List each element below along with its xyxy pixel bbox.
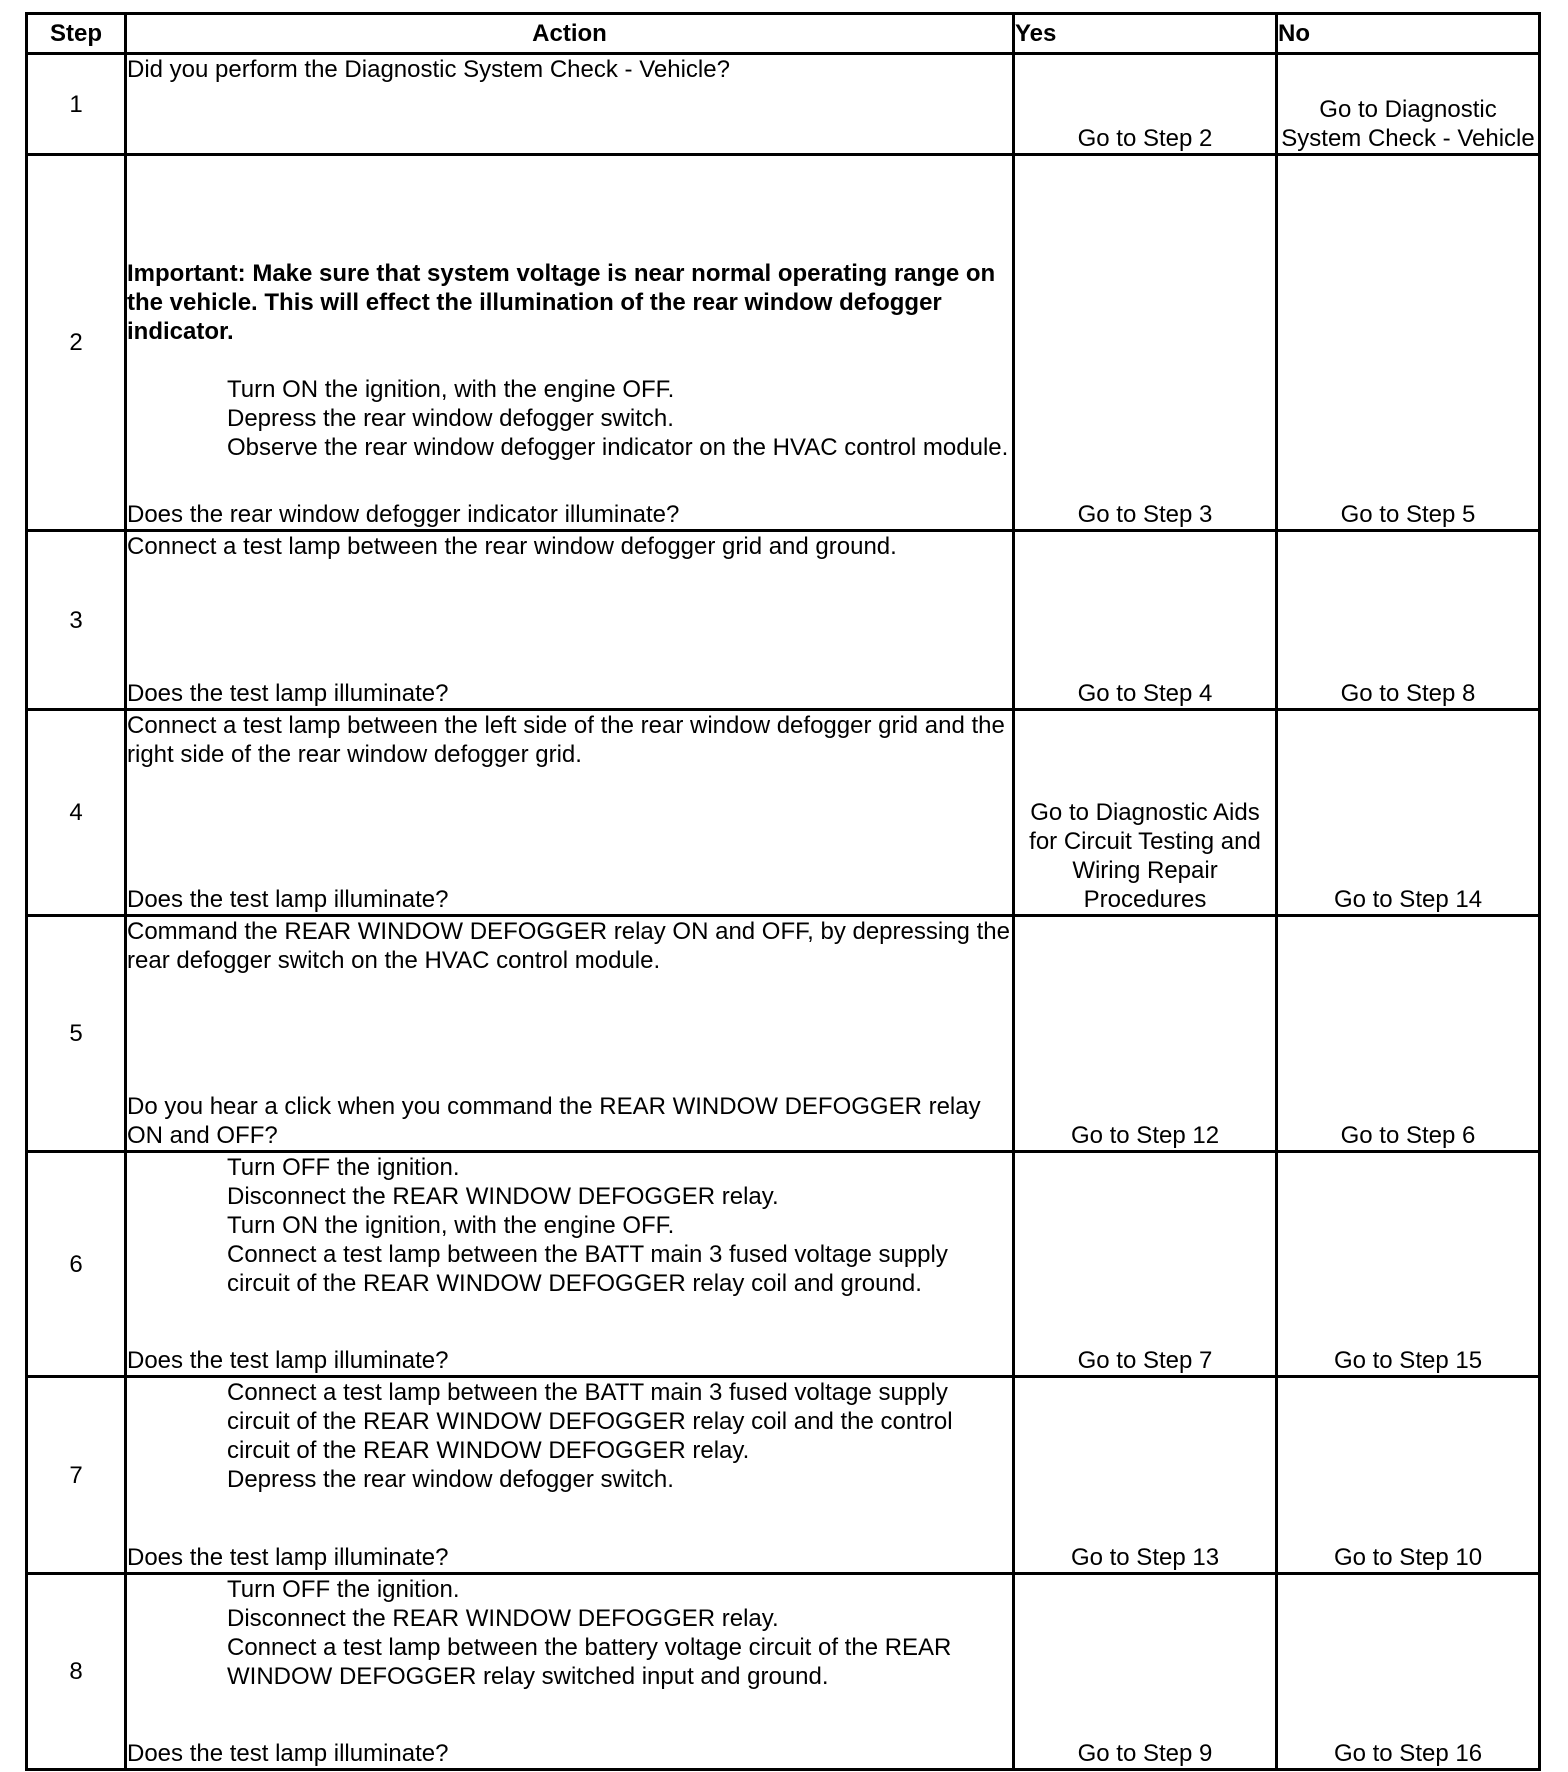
action-step: Turn OFF the ignition. bbox=[227, 1576, 460, 1603]
action-text: Connect a test lamp between the left side of the rear window defogger grid and the right side of the rear window defogger grid. bbox=[127, 712, 1005, 768]
action-step: Turn OFF the ignition. bbox=[227, 1154, 460, 1181]
yes-result: Go to Step 2 bbox=[1014, 54, 1277, 155]
action-step: Disconnect the REAR WINDOW DEFOGGER relay. bbox=[227, 1605, 779, 1632]
yes-result: Go to Step 13 bbox=[1014, 1377, 1277, 1574]
table-row bbox=[27, 54, 1540, 155]
action-step: Connect a test lamp between the battery voltage circuit of the REAR WINDOW DEFOGGER relay switched input and ground. bbox=[227, 1634, 952, 1690]
header-row bbox=[27, 14, 1540, 54]
no-result: Go to Step 15 bbox=[1277, 1152, 1540, 1377]
table-row bbox=[27, 916, 1540, 1152]
diagnostic-table bbox=[25, 12, 1541, 1771]
header-no: No bbox=[1277, 14, 1540, 54]
no-result: Go to Step 8 bbox=[1277, 531, 1540, 710]
action-cell bbox=[126, 1574, 1014, 1770]
yes-result: Go to Step 7 bbox=[1014, 1152, 1277, 1377]
action-text: Command the REAR WINDOW DEFOGGER relay ON and OFF, by depressing the rear defogger switch on the HVAC control module. bbox=[127, 918, 1010, 974]
yes-result: Go to Step 9 bbox=[1014, 1574, 1277, 1770]
step-number: 2 bbox=[27, 155, 126, 531]
action-question: Does the test lamp illuminate? bbox=[127, 1740, 449, 1767]
table-row bbox=[27, 1377, 1540, 1574]
no-result: Go to Step 14 bbox=[1277, 710, 1540, 916]
action-cell bbox=[126, 531, 1014, 710]
action-question: Does the test lamp illuminate? bbox=[127, 1347, 449, 1374]
table-row bbox=[27, 531, 1540, 710]
action-question: Does the rear window defogger indicator illuminate? bbox=[127, 501, 680, 528]
yes-result: Go to Diagnostic Aids for Circuit Testing and Wiring Repair Procedures bbox=[1014, 710, 1277, 916]
action-cell bbox=[126, 1152, 1014, 1377]
no-result: Go to Diagnostic System Check - Vehicle bbox=[1277, 54, 1540, 155]
action-step: Depress the rear window defogger switch. bbox=[227, 405, 674, 432]
table-row bbox=[27, 710, 1540, 916]
action-step: Disconnect the REAR WINDOW DEFOGGER relay. bbox=[227, 1183, 779, 1210]
important-note: Important: Make sure that system voltage is near normal operating range on the vehicle. This will effect the illumination of the rear window defogger indicator. bbox=[127, 260, 996, 345]
action-cell bbox=[126, 155, 1014, 531]
action-step: Turn ON the ignition, with the engine OFF. bbox=[227, 1212, 675, 1239]
step-number: 8 bbox=[27, 1574, 126, 1770]
header-yes: Yes bbox=[1014, 14, 1277, 54]
action-cell bbox=[126, 916, 1014, 1152]
header-action: Action bbox=[126, 14, 1014, 54]
action-question: Do you hear a click when you command the REAR WINDOW DEFOGGER relay ON and OFF? bbox=[127, 1093, 981, 1149]
yes-result: Go to Step 3 bbox=[1014, 155, 1277, 531]
action-step: Turn ON the ignition, with the engine OFF. bbox=[227, 376, 675, 403]
table-row bbox=[27, 155, 1540, 531]
no-result: Go to Step 16 bbox=[1277, 1574, 1540, 1770]
step-number: 1 bbox=[27, 54, 126, 155]
step-number: 4 bbox=[27, 710, 126, 916]
no-result: Go to Step 6 bbox=[1277, 916, 1540, 1152]
step-number: 6 bbox=[27, 1152, 126, 1377]
step-number: 3 bbox=[27, 531, 126, 710]
no-result: Go to Step 5 bbox=[1277, 155, 1540, 531]
action-step: Depress the rear window defogger switch. bbox=[227, 1466, 674, 1493]
action-question: Does the test lamp illuminate? bbox=[127, 1544, 449, 1571]
table-row bbox=[27, 1574, 1540, 1770]
action-cell bbox=[126, 710, 1014, 916]
yes-result: Go to Step 12 bbox=[1014, 916, 1277, 1152]
action-step: Connect a test lamp between the BATT main 3 fused voltage supply circuit of the REAR WINDOW DEFOGGER relay coil and ground. bbox=[227, 1241, 948, 1297]
yes-result: Go to Step 4 bbox=[1014, 531, 1277, 710]
step-number: 5 bbox=[27, 916, 126, 1152]
no-result: Go to Step 10 bbox=[1277, 1377, 1540, 1574]
action-step: Connect a test lamp between the BATT main 3 fused voltage supply circuit of the REAR WINDOW DEFOGGER relay coil and the control circuit of the REAR WINDOW DEFOGGER relay. bbox=[227, 1379, 953, 1464]
step-number: 7 bbox=[27, 1377, 126, 1574]
action-text: Connect a test lamp between the rear window defogger grid and ground. bbox=[127, 533, 897, 560]
action-question: Does the test lamp illuminate? bbox=[127, 680, 449, 707]
header-step: Step bbox=[27, 14, 126, 54]
action-cell bbox=[126, 1377, 1014, 1574]
action-question: Does the test lamp illuminate? bbox=[127, 886, 449, 913]
action-step: Observe the rear window defogger indicator on the HVAC control module. bbox=[227, 434, 1009, 461]
action-cell bbox=[126, 54, 1014, 155]
table-row bbox=[27, 1152, 1540, 1377]
action-text: Did you perform the Diagnostic System Check - Vehicle? bbox=[127, 56, 730, 83]
